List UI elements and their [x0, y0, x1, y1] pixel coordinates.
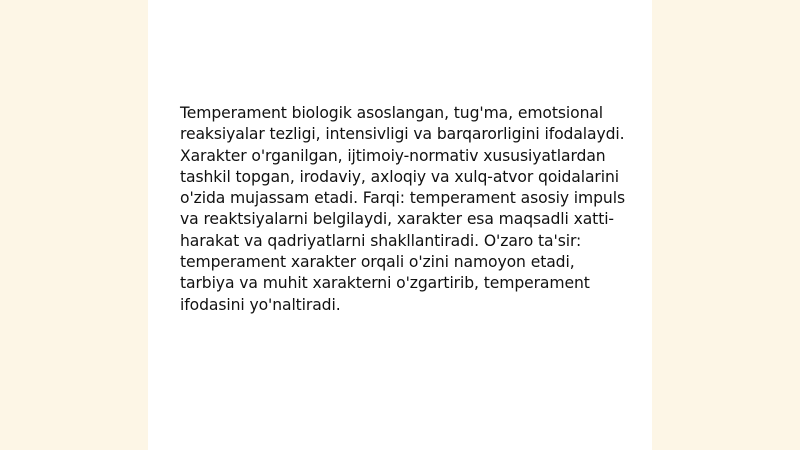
document-paragraph: Temperament biologik asoslangan, tug'ma, emotsional reaksiyalar tezligi, intensivligi va barqarorligini ifodalaydi. Xarakter o'rganilgan, ijtimoiy-normativ xususiyatlardan tashkil topgan, irodaviy, axloqiy va xulq-atvor qoidalarini o'zida mujassam etadi. Farqi: temperament asosiy impuls va reaktsiyalarni belgilaydi, xarakter esa maqsadli xatti-harakat va qadriyatlarni shakllantiradi. O'zaro ta'sir: temperament xarakter orqali o'zini namoyon etadi, tarbiya va muhit xarakterni o'zgartirib, temperament ifodasini yo'naltiradi.	[180, 104, 625, 314]
document-page	[148, 0, 652, 450]
right-margin-band	[652, 0, 800, 450]
left-margin-band	[0, 0, 148, 450]
